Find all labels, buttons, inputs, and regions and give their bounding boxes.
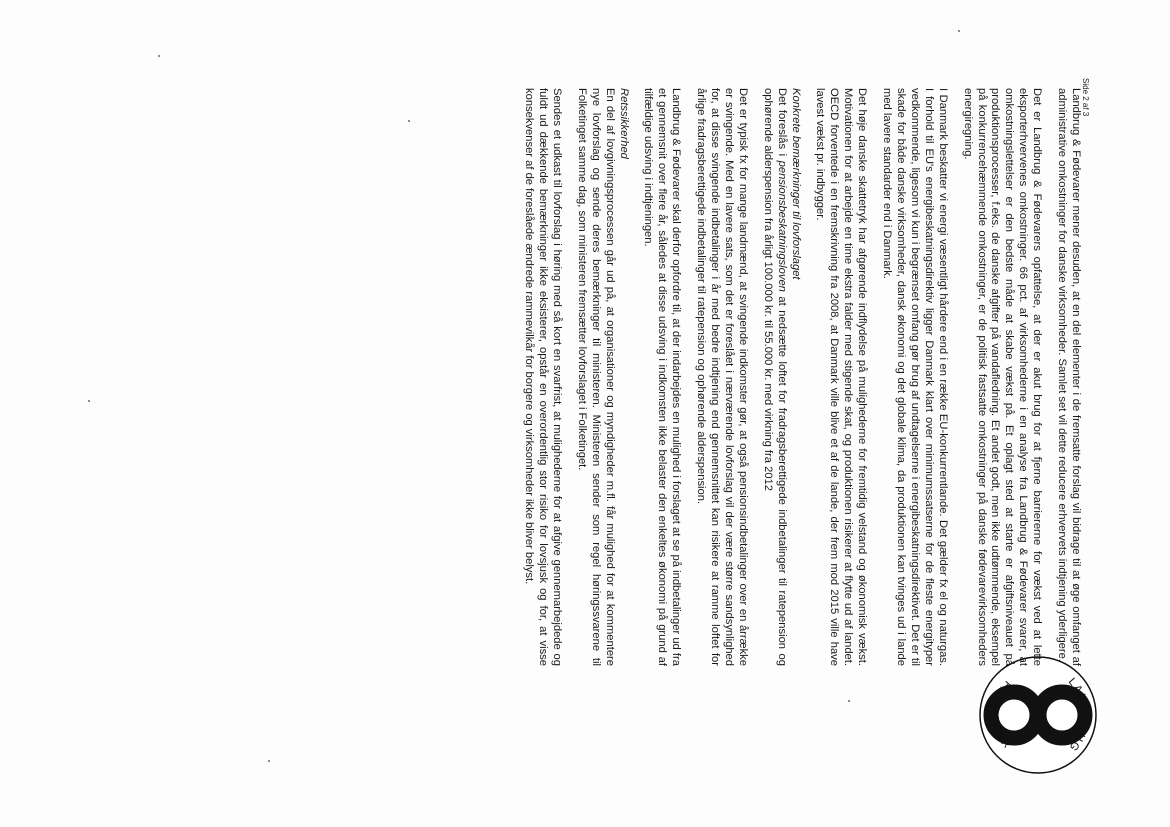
landbrug-foedevarer-logo-icon xyxy=(978,655,1098,775)
paragraph-hearing-deadline: Sendes et udkast til lovforslag i høring med så kort en svarfrist, at mulighederne for at afgive gennemarbejdede og fuldt ud dækkende bemærkninger ikke eksisterer, opstår en overordentlig stor risiko for lovsjusk og for, at visse konsekvenser af de foreslåede ændrede rammevilkår for borgere og virksomheder ikke bliver belyst. xyxy=(523,88,563,666)
scan-speck xyxy=(848,700,850,702)
paragraph-pension-proposal: Det foreslås i pensionsbeskatningsloven at nedsætte loftet for fradragsberettigede indbetalinger til ratepension og ophørende alderspension fra årligt 100.000 kr. til 55.000 kr. med virkning fra 2012 xyxy=(761,88,788,666)
document-body xyxy=(510,88,1082,666)
logo-top-text: LANDBRUG xyxy=(1065,675,1092,755)
paragraph-intro: Landbrug & Fødevarer mener desuden, at en del elementer i de fremsatte forslag vil bidrage til at øge omfanget af administrative omkostninger for danske virksomheder. Samlet set vil dette reducere erhvervets indtjening yderligere. xyxy=(1056,88,1082,666)
section-heading-remarks: Konkrete bemærkninger til lovforslaget xyxy=(789,88,802,280)
logo-bottom-text: FØDEVARER xyxy=(988,678,1014,752)
section-heading-legal-certainty: Retssikkerhed xyxy=(617,88,630,159)
paragraph-barriers: Det er Landbrug & Fødevarers opfattelse, at der er akut brug for at fjerne barriererne for vækst ved at lette eksporterhvervenes omkostninger. 66 pct. af virksomhederne i en analyse fra Landbrug & Fødevarer svarer, at omkostningslettelser er den bedste måde at skabe vækst på. Et oplagt sted at starte er afgiftsniveauet på produktionsprocesser, f.eks. de danske afgifter på vandafledning. Et andet godt, men ikke udtømmende, eksempel på konkurrencehæmmende omkostninger, er de politisk fastsatte omkostninger på danske fødevarevirksomheders energiregning. xyxy=(961,88,1044,666)
scan-speck xyxy=(158,55,160,57)
scan-speck xyxy=(408,120,410,122)
paragraph-tax-pressure: Det høje danske skattetryk har afgørende indflydelse på mulighederne for fremtidig velstand og økonomisk vækst. Motivationen for at arbejde en time ekstra falder med stigende skat, og produktionen risikerer at flytte ud af landet. OECD forventede i en fremskrivning fra 2008, at Danmark ville blive et af de lande, der frem mod 2015 ville have lavest vækst pr. indbygger. xyxy=(814,88,869,666)
paragraph-legislative-process: En del af lovgivningsprocessen går ud på, at organisationer og myndigheder m.fl. får mulighed for at kommentere nye lovforslag og sende deres bemærkninger til ministeren. Ministeren sender som regel høringssvarene til Folketinget samme dag, som ministeren fremsætter lovforslaget i Folketinget. xyxy=(575,88,616,666)
paragraph-energy-tax: I Danmark beskatter vi energi væsentligt hårdere end i en række EU-konkurrentlande. Det gælder fx el og naturgas. I forhold til EU's energibeskatningsdirektiv ligger Danmark klart over minimumssatserne for de fleste energityper vedkommende, ligesom vi kun i begrænset omfang gør brug af undtagelserne i energibeskatningsdirektivet. Det er til skade for både danske virksomheder, dansk økonomi og det globale klima, da produktionen kan tvinges ud i lande med lavere standarder end i Danmark. xyxy=(881,88,949,666)
scan-speck xyxy=(958,30,960,32)
page-number: Side 2 af 3 xyxy=(1081,78,1090,117)
paragraph-recommendation: Landbrug & Fødevarer skal derfor opfordre til, at der indarbejdes en mulighed i forslaget at se på indbetalinger ud fra et gennemsnit over flere år, således at disse udsving i indkomsten ikke belaster den enkeltes økonomi på grund af tilfældige udsving i indtjeningen. xyxy=(642,88,683,666)
scan-speck xyxy=(268,760,270,762)
scan-speck xyxy=(88,400,90,402)
paragraph-farmers-income: Det er typisk fx for mange landmænd, at svingende indkomster gør, at også pensionsindbetalinger over en årrække er svingende. Med en lavere sats, som det er foreslået i nærværende lovforslag vil der være større sandsynlighed for, at disse svingende indbetalinger i år med bedre indtjening end gennemsnittet kan risikere at ramme loftet for årlige fradragsberettigede indbetalinger til ratepension og ophørende alderspension. xyxy=(695,88,749,666)
